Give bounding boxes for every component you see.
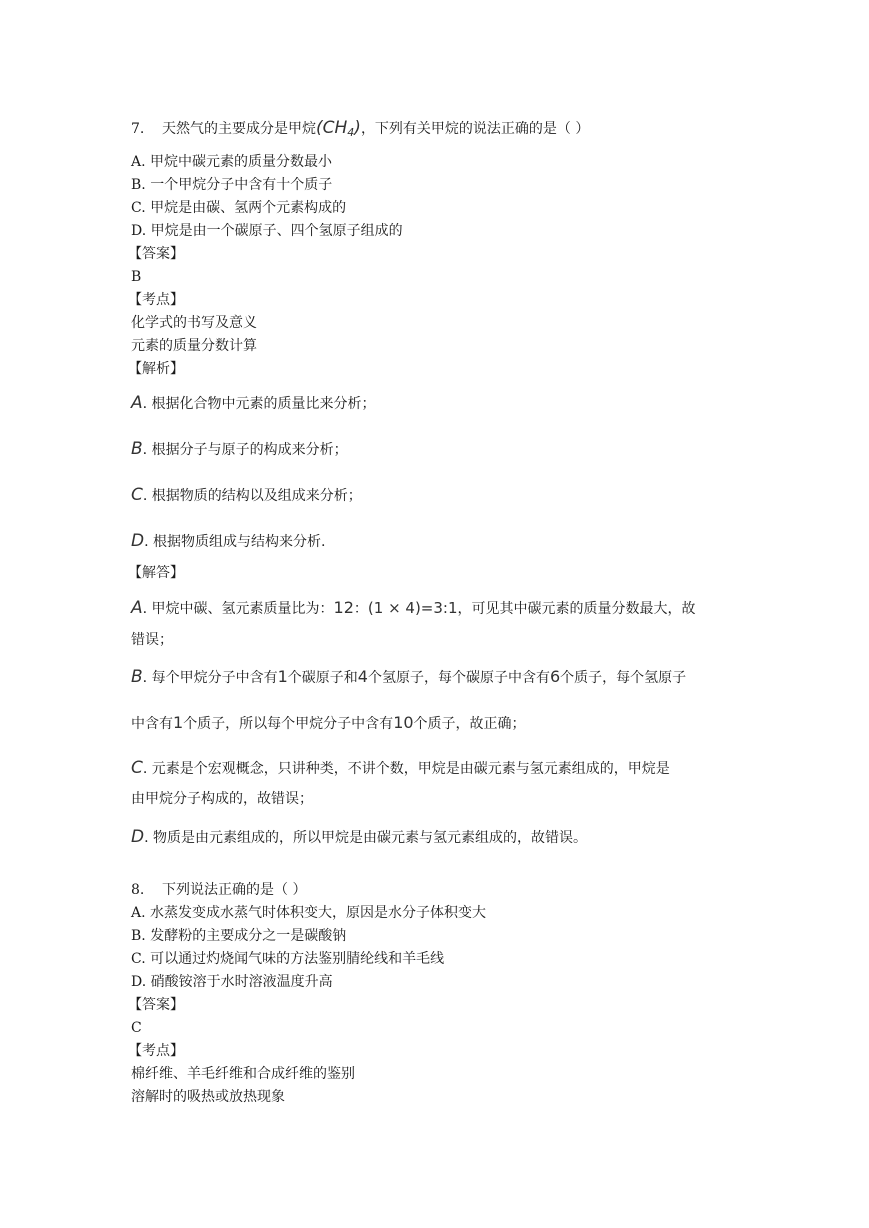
q7-jieda-b: B. 每个甲烷分子中含有1个碳原子和4个氢原子，每个碳原子中含有6个质子，每个氢原子 [131, 667, 687, 687]
q7-jiexi-b: B. 根据分子与原子的构成来分析； [131, 439, 348, 459]
q7-jieda-c: C. 元素是个宏观概念，只讲种类，不讲个数，甲烷是由碳元素与氢元素组成的，甲烷是 [131, 758, 670, 778]
q7-jiexi-d: D. 根据物质组成与结构来分析. [131, 531, 326, 551]
q7-jieda-heading: 【解答】 [128, 565, 184, 581]
q7-option-a: A. 甲烷中碳元素的质量分数最小 [131, 154, 333, 170]
q8-option-b: B. 发酵粉的主要成分之一是碳酸钠 [131, 928, 347, 944]
q7-jiexi-c: C. 根据物质的结构以及组成来分析； [131, 485, 362, 505]
q8-answer: C [131, 1020, 142, 1036]
q7-stem-before: 天然气的主要成分是甲烷 [162, 121, 316, 137]
q8-kaodian-2: 溶解时的吸热或放热现象 [131, 1089, 285, 1105]
q8-stem: 8. 下列说法正确的是（ ） [131, 882, 307, 898]
q7-option-c: C. 甲烷是由碳、氢两个元素构成的 [131, 200, 347, 216]
q8-kaodian-heading: 【考点】 [128, 1043, 184, 1059]
q7-kaodian-heading: 【考点】 [128, 292, 184, 308]
q8-option-a: A. 水蒸发变成水蒸气时体积变大，原因是水分子体积变大 [131, 905, 487, 921]
q8-option-c: C. 可以通过灼烧闻气味的方法鉴别腈纶线和羊毛线 [131, 951, 445, 967]
q7-option-d: D. 甲烷是由一个碳原子、四个氢原子组成的 [131, 223, 403, 239]
q7-jieda-a: A. 甲烷中碳、氢元素质量比为：12：(1 × 4)=3:1，可见其中碳元素的质量分数最大，故 [131, 598, 696, 618]
q8-answer-heading: 【答案】 [128, 997, 184, 1013]
q8-option-d: D. 硝酸铵溶于水时溶液温度升高 [131, 974, 333, 990]
q7-jiexi-a: A. 根据化合物中元素的质量比来分析； [131, 393, 376, 413]
q7-jieda-d: D. 物质是由元素组成的，所以甲烷是由碳元素与氢元素组成的，故错误。 [131, 827, 587, 847]
q8-kaodian-1: 棉纤维、羊毛纤维和合成纤维的鉴别 [131, 1066, 355, 1082]
q7-stem-after: ，下列有关甲烷的说法正确的是（ ） [360, 121, 590, 137]
q7-jieda-a-line2: 错误； [131, 632, 173, 648]
q7-option-b: B. 一个甲烷分子中含有十个质子 [131, 177, 333, 193]
q8-number: 8. [131, 882, 145, 898]
q7-formula: $(CH_4)$ [316, 118, 361, 139]
q7-kaodian-1: 化学式的书写及意义 [131, 315, 257, 331]
q7-answer-heading: 【答案】 [128, 246, 184, 262]
q7-number: 7. [131, 121, 145, 137]
q7-answer: B [131, 269, 142, 285]
q7-jieda-b-line2: 中含有1个质子，所以每个甲烷分子中含有10个质子，故正确； [131, 713, 526, 732]
q7-stem [131, 118, 589, 143]
q7-jieda-c-line2: 由甲烷分子构成的，故错误； [131, 791, 313, 807]
q7-jiexi-heading: 【解析】 [128, 361, 184, 377]
q7-kaodian-2: 元素的质量分数计算 [131, 338, 257, 354]
